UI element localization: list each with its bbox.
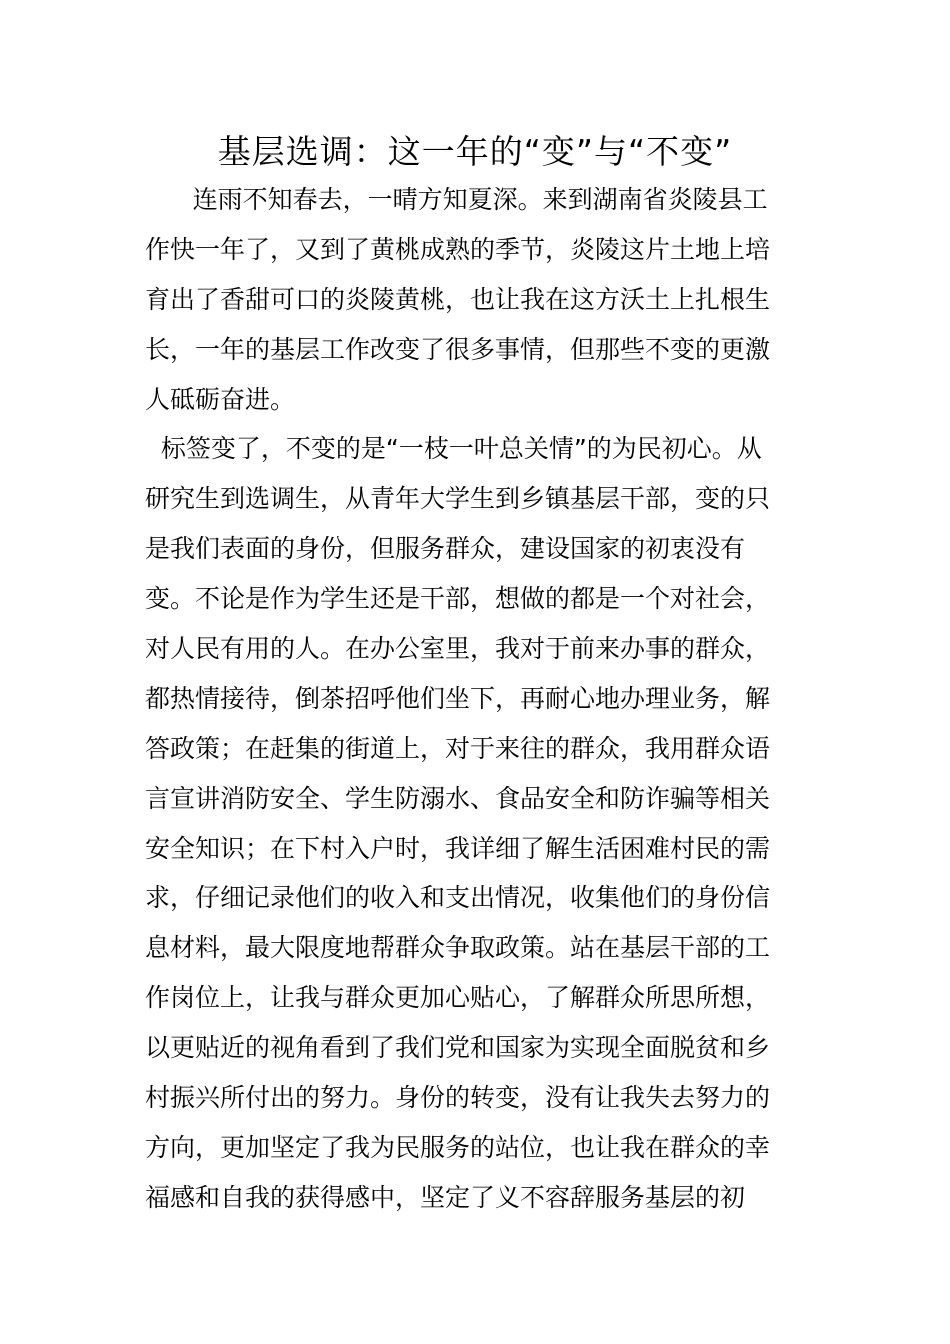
text-line: 以更贴近的视角看到了我们党和国家为实现全面脱贫和乡 bbox=[145, 1033, 771, 1063]
text-line: 变。不论是作为学生还是干部，想做的都是一个对社会， bbox=[145, 584, 771, 614]
text-line: 求，仔细记录他们的收入和支出情况，收集他们的身份信 bbox=[145, 883, 771, 913]
text-line: 作快一年了，又到了黄桃成熟的季节，炎陵这片土地上培 bbox=[145, 234, 771, 264]
text-line: 息材料，最大限度地帮群众争取政策。站在基层干部的工 bbox=[145, 933, 771, 963]
document-title: 基层选调：这一年的“变”与“不变” bbox=[217, 132, 733, 171]
text-line: 标签变了，不变的是“一枝一叶总关情”的为民初心。从 bbox=[145, 434, 762, 464]
text-line: 研究生到选调生，从青年大学生到乡镇基层干部，变的只 bbox=[145, 484, 771, 514]
text-line: 村振兴所付出的努力。身份的转变，没有让我失去努力的 bbox=[145, 1083, 771, 1113]
paragraph-2 bbox=[145, 424, 815, 1222]
text-line: 方向，更加坚定了我为民服务的站位，也让我在群众的幸 bbox=[145, 1132, 771, 1162]
text-line: 人砥砺奋进。 bbox=[145, 384, 296, 414]
text-line: 答政策；在赶集的街道上，对于来往的群众，我用群众语 bbox=[145, 733, 771, 763]
text-line: 作岗位上，让我与群众更加心贴心，了解群众所思所想， bbox=[145, 983, 771, 1013]
text-line: 是我们表面的身份，但服务群众，建设国家的初衷没有 bbox=[145, 534, 746, 564]
text-line: 长，一年的基层工作改变了很多事情，但那些不变的更激 bbox=[145, 334, 771, 364]
paragraph-1 bbox=[145, 175, 815, 424]
text-line: 连雨不知春去，一晴方知夏深。来到湖南省炎陵县工 bbox=[145, 185, 768, 214]
text-line: 都热情接待，倒茶招呼他们坐下，再耐心地办理业务，解 bbox=[145, 683, 771, 713]
document-body bbox=[145, 175, 815, 1223]
text-line: 言宣讲消防安全、学生防溺水、食品安全和防诈骗等相关 bbox=[145, 783, 771, 813]
text-line: 对人民有用的人。在办公室里，我对于前来办事的群众， bbox=[145, 634, 771, 664]
text-line: 安全知识；在下村入户时，我详细了解生活困难村民的需 bbox=[145, 833, 771, 863]
text-line: 福感和自我的获得感中，坚定了义不容辞服务基层的初 bbox=[145, 1182, 746, 1212]
text-line: 育出了香甜可口的炎陵黄桃，也让我在这方沃土上扎根生 bbox=[145, 284, 771, 314]
